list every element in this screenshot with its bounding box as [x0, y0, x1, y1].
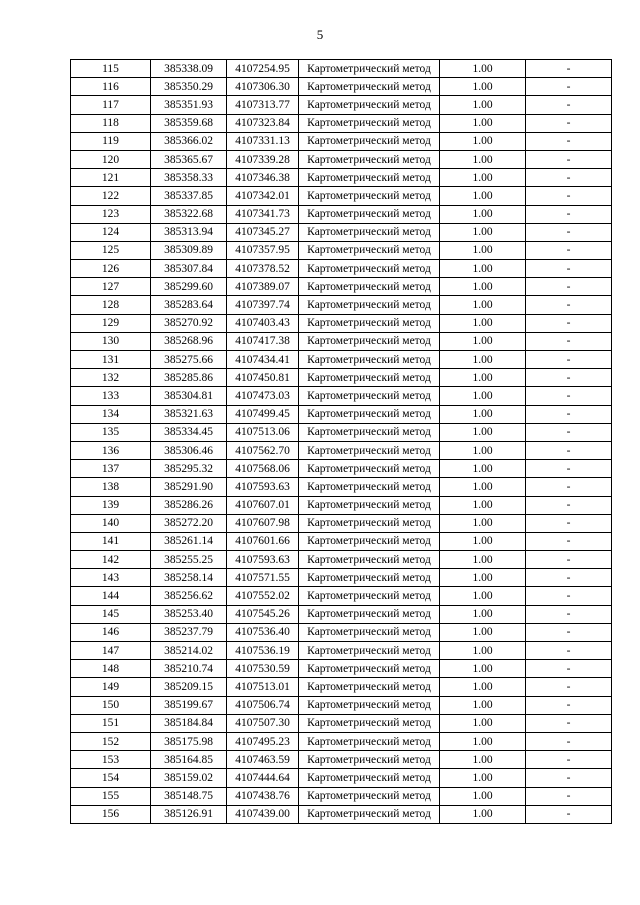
accuracy-cell: 1.00: [440, 223, 526, 241]
point-number-cell: 123: [71, 205, 151, 223]
table-row: [71, 96, 612, 114]
y-coordinate-cell: 4107495.23: [227, 732, 299, 750]
table-row: [71, 423, 612, 441]
point-number-cell: 137: [71, 460, 151, 478]
point-number-cell: 116: [71, 78, 151, 96]
point-number-cell: 119: [71, 132, 151, 150]
x-coordinate-cell: 385286.26: [151, 496, 227, 514]
accuracy-cell: 1.00: [440, 187, 526, 205]
accuracy-cell: 1.00: [440, 169, 526, 187]
accuracy-cell: 1.00: [440, 751, 526, 769]
accuracy-cell: 1.00: [440, 805, 526, 823]
accuracy-cell: 1.00: [440, 496, 526, 514]
y-coordinate-cell: 4107444.64: [227, 769, 299, 787]
x-coordinate-cell: 385313.94: [151, 223, 227, 241]
method-cell: Картометрический метод: [299, 187, 440, 205]
y-coordinate-cell: 4107341.73: [227, 205, 299, 223]
point-number-cell: 128: [71, 296, 151, 314]
accuracy-cell: 1.00: [440, 660, 526, 678]
y-coordinate-cell: 4107499.45: [227, 405, 299, 423]
y-coordinate-cell: 4107607.01: [227, 496, 299, 514]
accuracy-cell: 1.00: [440, 714, 526, 732]
table-row: [71, 205, 612, 223]
point-number-cell: 117: [71, 96, 151, 114]
x-coordinate-cell: 385283.64: [151, 296, 227, 314]
y-coordinate-cell: 4107513.01: [227, 678, 299, 696]
method-cell: Картометрический метод: [299, 351, 440, 369]
description-cell: -: [526, 496, 612, 514]
description-cell: -: [526, 150, 612, 168]
y-coordinate-cell: 4107450.81: [227, 369, 299, 387]
table-row: [71, 150, 612, 168]
point-number-cell: 140: [71, 514, 151, 532]
y-coordinate-cell: 4107601.66: [227, 532, 299, 550]
description-cell: -: [526, 278, 612, 296]
point-number-cell: 143: [71, 569, 151, 587]
description-cell: -: [526, 260, 612, 278]
table-row: [71, 769, 612, 787]
accuracy-cell: 1.00: [440, 423, 526, 441]
table-row: [71, 514, 612, 532]
table-row: [71, 696, 612, 714]
y-coordinate-cell: 4107530.59: [227, 660, 299, 678]
method-cell: Картометрический метод: [299, 169, 440, 187]
description-cell: -: [526, 96, 612, 114]
description-cell: -: [526, 660, 612, 678]
method-cell: Картометрический метод: [299, 805, 440, 823]
method-cell: Картометрический метод: [299, 769, 440, 787]
point-number-cell: 149: [71, 678, 151, 696]
description-cell: -: [526, 787, 612, 805]
description-cell: -: [526, 114, 612, 132]
table-row: [71, 751, 612, 769]
accuracy-cell: 1.00: [440, 623, 526, 641]
description-cell: -: [526, 405, 612, 423]
x-coordinate-cell: 385365.67: [151, 150, 227, 168]
point-number-cell: 130: [71, 332, 151, 350]
x-coordinate-cell: 385255.25: [151, 551, 227, 569]
x-coordinate-cell: 385295.32: [151, 460, 227, 478]
x-coordinate-cell: 385306.46: [151, 441, 227, 459]
method-cell: Картометрический метод: [299, 60, 440, 78]
y-coordinate-cell: 4107463.59: [227, 751, 299, 769]
table-row: [71, 732, 612, 750]
x-coordinate-cell: 385256.62: [151, 587, 227, 605]
x-coordinate-cell: 385175.98: [151, 732, 227, 750]
accuracy-cell: 1.00: [440, 769, 526, 787]
point-number-cell: 133: [71, 387, 151, 405]
table-row: [71, 369, 612, 387]
accuracy-cell: 1.00: [440, 587, 526, 605]
point-number-cell: 144: [71, 587, 151, 605]
table-row: [71, 678, 612, 696]
x-coordinate-cell: 385159.02: [151, 769, 227, 787]
description-cell: -: [526, 351, 612, 369]
accuracy-cell: 1.00: [440, 332, 526, 350]
method-cell: Картометрический метод: [299, 551, 440, 569]
description-cell: -: [526, 605, 612, 623]
table-row: [71, 805, 612, 823]
method-cell: Картометрический метод: [299, 569, 440, 587]
method-cell: Картометрический метод: [299, 278, 440, 296]
point-number-cell: 147: [71, 642, 151, 660]
y-coordinate-cell: 4107536.40: [227, 623, 299, 641]
table-row: [71, 351, 612, 369]
table-row: [71, 114, 612, 132]
description-cell: -: [526, 205, 612, 223]
x-coordinate-cell: 385359.68: [151, 114, 227, 132]
table-row: [71, 314, 612, 332]
point-number-cell: 125: [71, 241, 151, 259]
method-cell: Картометрический метод: [299, 96, 440, 114]
method-cell: Картометрический метод: [299, 132, 440, 150]
table-row: [71, 332, 612, 350]
description-cell: -: [526, 441, 612, 459]
point-number-cell: 126: [71, 260, 151, 278]
point-number-cell: 138: [71, 478, 151, 496]
accuracy-cell: 1.00: [440, 696, 526, 714]
y-coordinate-cell: 4107346.38: [227, 169, 299, 187]
accuracy-cell: 1.00: [440, 569, 526, 587]
point-number-cell: 118: [71, 114, 151, 132]
x-coordinate-cell: 385275.66: [151, 351, 227, 369]
accuracy-cell: 1.00: [440, 787, 526, 805]
table-row: [71, 532, 612, 550]
method-cell: Картометрический метод: [299, 787, 440, 805]
method-cell: Картометрический метод: [299, 532, 440, 550]
method-cell: Картометрический метод: [299, 623, 440, 641]
method-cell: Картометрический метод: [299, 587, 440, 605]
method-cell: Картометрический метод: [299, 496, 440, 514]
method-cell: Картометрический метод: [299, 660, 440, 678]
method-cell: Картометрический метод: [299, 605, 440, 623]
x-coordinate-cell: 385285.86: [151, 369, 227, 387]
y-coordinate-cell: 4107562.70: [227, 441, 299, 459]
accuracy-cell: 1.00: [440, 96, 526, 114]
accuracy-cell: 1.00: [440, 351, 526, 369]
accuracy-cell: 1.00: [440, 114, 526, 132]
x-coordinate-cell: 385209.15: [151, 678, 227, 696]
x-coordinate-cell: 385253.40: [151, 605, 227, 623]
x-coordinate-cell: 385270.92: [151, 314, 227, 332]
point-number-cell: 141: [71, 532, 151, 550]
accuracy-cell: 1.00: [440, 532, 526, 550]
x-coordinate-cell: 385334.45: [151, 423, 227, 441]
table-row: [71, 642, 612, 660]
table-row: [71, 660, 612, 678]
accuracy-cell: 1.00: [440, 60, 526, 78]
method-cell: Картометрический метод: [299, 314, 440, 332]
description-cell: -: [526, 623, 612, 641]
description-cell: -: [526, 569, 612, 587]
y-coordinate-cell: 4107506.74: [227, 696, 299, 714]
method-cell: Картометрический метод: [299, 460, 440, 478]
method-cell: Картометрический метод: [299, 441, 440, 459]
table-row: [71, 260, 612, 278]
description-cell: -: [526, 296, 612, 314]
accuracy-cell: 1.00: [440, 405, 526, 423]
point-number-cell: 151: [71, 714, 151, 732]
accuracy-cell: 1.00: [440, 460, 526, 478]
description-cell: -: [526, 478, 612, 496]
x-coordinate-cell: 385309.89: [151, 241, 227, 259]
method-cell: Картометрический метод: [299, 696, 440, 714]
accuracy-cell: 1.00: [440, 551, 526, 569]
table-row: [71, 569, 612, 587]
y-coordinate-cell: 4107331.13: [227, 132, 299, 150]
description-cell: -: [526, 78, 612, 96]
method-cell: Картометрический метод: [299, 387, 440, 405]
accuracy-cell: 1.00: [440, 478, 526, 496]
point-number-cell: 120: [71, 150, 151, 168]
y-coordinate-cell: 4107536.19: [227, 642, 299, 660]
x-coordinate-cell: 385366.02: [151, 132, 227, 150]
description-cell: -: [526, 60, 612, 78]
description-cell: -: [526, 696, 612, 714]
y-coordinate-cell: 4107345.27: [227, 223, 299, 241]
table-row: [71, 496, 612, 514]
y-coordinate-cell: 4107313.77: [227, 96, 299, 114]
page-number: 5: [316, 27, 324, 42]
x-coordinate-cell: 385351.93: [151, 96, 227, 114]
point-number-cell: 136: [71, 441, 151, 459]
accuracy-cell: 1.00: [440, 441, 526, 459]
description-cell: -: [526, 460, 612, 478]
description-cell: -: [526, 332, 612, 350]
point-number-cell: 139: [71, 496, 151, 514]
y-coordinate-cell: 4107507.30: [227, 714, 299, 732]
description-cell: -: [526, 642, 612, 660]
table-row: [71, 478, 612, 496]
accuracy-cell: 1.00: [440, 314, 526, 332]
table-row: [71, 460, 612, 478]
method-cell: Картометрический метод: [299, 478, 440, 496]
table-row: [71, 60, 612, 78]
x-coordinate-cell: 385321.63: [151, 405, 227, 423]
method-cell: Картометрический метод: [299, 642, 440, 660]
method-cell: Картометрический метод: [299, 78, 440, 96]
y-coordinate-cell: 4107254.95: [227, 60, 299, 78]
y-coordinate-cell: 4107568.06: [227, 460, 299, 478]
y-coordinate-cell: 4107552.02: [227, 587, 299, 605]
table-row: [71, 587, 612, 605]
description-cell: -: [526, 187, 612, 205]
description-cell: -: [526, 805, 612, 823]
y-coordinate-cell: 4107513.06: [227, 423, 299, 441]
method-cell: Картометрический метод: [299, 423, 440, 441]
method-cell: Картометрический метод: [299, 241, 440, 259]
point-number-cell: 156: [71, 805, 151, 823]
x-coordinate-cell: 385337.85: [151, 187, 227, 205]
method-cell: Картометрический метод: [299, 332, 440, 350]
y-coordinate-cell: 4107397.74: [227, 296, 299, 314]
point-number-cell: 155: [71, 787, 151, 805]
table-row: [71, 296, 612, 314]
y-coordinate-cell: 4107417.38: [227, 332, 299, 350]
x-coordinate-cell: 385126.91: [151, 805, 227, 823]
x-coordinate-cell: 385237.79: [151, 623, 227, 641]
coordinates-table: [70, 59, 612, 824]
table-row: [71, 441, 612, 459]
table-row: [71, 132, 612, 150]
y-coordinate-cell: 4107389.07: [227, 278, 299, 296]
x-coordinate-cell: 385358.33: [151, 169, 227, 187]
table-row: [71, 278, 612, 296]
method-cell: Картометрический метод: [299, 369, 440, 387]
table-row: [71, 78, 612, 96]
point-number-cell: 122: [71, 187, 151, 205]
x-coordinate-cell: 385322.68: [151, 205, 227, 223]
accuracy-cell: 1.00: [440, 260, 526, 278]
point-number-cell: 127: [71, 278, 151, 296]
accuracy-cell: 1.00: [440, 605, 526, 623]
x-coordinate-cell: 385299.60: [151, 278, 227, 296]
point-number-cell: 150: [71, 696, 151, 714]
point-number-cell: 148: [71, 660, 151, 678]
description-cell: -: [526, 514, 612, 532]
method-cell: Картометрический метод: [299, 405, 440, 423]
description-cell: -: [526, 751, 612, 769]
y-coordinate-cell: 4107473.03: [227, 387, 299, 405]
y-coordinate-cell: 4107342.01: [227, 187, 299, 205]
point-number-cell: 121: [71, 169, 151, 187]
description-cell: -: [526, 169, 612, 187]
table-row: [71, 714, 612, 732]
point-number-cell: 146: [71, 623, 151, 641]
description-cell: -: [526, 369, 612, 387]
y-coordinate-cell: 4107593.63: [227, 478, 299, 496]
point-number-cell: 134: [71, 405, 151, 423]
x-coordinate-cell: 385307.84: [151, 260, 227, 278]
point-number-cell: 152: [71, 732, 151, 750]
y-coordinate-cell: 4107339.28: [227, 150, 299, 168]
x-coordinate-cell: 385199.67: [151, 696, 227, 714]
point-number-cell: 124: [71, 223, 151, 241]
method-cell: Картометрический метод: [299, 260, 440, 278]
point-number-cell: 135: [71, 423, 151, 441]
description-cell: -: [526, 532, 612, 550]
method-cell: Картометрический метод: [299, 678, 440, 696]
point-number-cell: 145: [71, 605, 151, 623]
coordinates-table-body: [71, 60, 612, 824]
accuracy-cell: 1.00: [440, 150, 526, 168]
x-coordinate-cell: 385291.90: [151, 478, 227, 496]
method-cell: Картометрический метод: [299, 296, 440, 314]
x-coordinate-cell: 385164.85: [151, 751, 227, 769]
method-cell: Картометрический метод: [299, 732, 440, 750]
description-cell: -: [526, 769, 612, 787]
y-coordinate-cell: 4107403.43: [227, 314, 299, 332]
x-coordinate-cell: 385261.14: [151, 532, 227, 550]
accuracy-cell: 1.00: [440, 132, 526, 150]
y-coordinate-cell: 4107323.84: [227, 114, 299, 132]
table-row: [71, 387, 612, 405]
accuracy-cell: 1.00: [440, 642, 526, 660]
table-row: [71, 187, 612, 205]
y-coordinate-cell: 4107593.63: [227, 551, 299, 569]
description-cell: -: [526, 314, 612, 332]
accuracy-cell: 1.00: [440, 369, 526, 387]
x-coordinate-cell: 385338.09: [151, 60, 227, 78]
point-number-cell: 153: [71, 751, 151, 769]
y-coordinate-cell: 4107378.52: [227, 260, 299, 278]
point-number-cell: 154: [71, 769, 151, 787]
point-number-cell: 115: [71, 60, 151, 78]
y-coordinate-cell: 4107545.26: [227, 605, 299, 623]
accuracy-cell: 1.00: [440, 205, 526, 223]
accuracy-cell: 1.00: [440, 732, 526, 750]
x-coordinate-cell: 385148.75: [151, 787, 227, 805]
y-coordinate-cell: 4107306.30: [227, 78, 299, 96]
accuracy-cell: 1.00: [440, 678, 526, 696]
description-cell: -: [526, 714, 612, 732]
x-coordinate-cell: 385272.20: [151, 514, 227, 532]
y-coordinate-cell: 4107607.98: [227, 514, 299, 532]
accuracy-cell: 1.00: [440, 296, 526, 314]
accuracy-cell: 1.00: [440, 241, 526, 259]
table-row: [71, 605, 612, 623]
description-cell: -: [526, 387, 612, 405]
y-coordinate-cell: 4107439.00: [227, 805, 299, 823]
x-coordinate-cell: 385214.02: [151, 642, 227, 660]
y-coordinate-cell: 4107571.55: [227, 569, 299, 587]
y-coordinate-cell: 4107434.41: [227, 351, 299, 369]
method-cell: Картометрический метод: [299, 150, 440, 168]
description-cell: -: [526, 551, 612, 569]
accuracy-cell: 1.00: [440, 78, 526, 96]
x-coordinate-cell: 385258.14: [151, 569, 227, 587]
method-cell: Картометрический метод: [299, 514, 440, 532]
point-number-cell: 129: [71, 314, 151, 332]
accuracy-cell: 1.00: [440, 387, 526, 405]
table-row: [71, 223, 612, 241]
point-number-cell: 132: [71, 369, 151, 387]
point-number-cell: 142: [71, 551, 151, 569]
x-coordinate-cell: 385184.84: [151, 714, 227, 732]
x-coordinate-cell: 385304.81: [151, 387, 227, 405]
accuracy-cell: 1.00: [440, 514, 526, 532]
method-cell: Картометрический метод: [299, 205, 440, 223]
table-row: [71, 169, 612, 187]
y-coordinate-cell: 4107438.76: [227, 787, 299, 805]
table-row: [71, 241, 612, 259]
accuracy-cell: 1.00: [440, 278, 526, 296]
description-cell: -: [526, 423, 612, 441]
description-cell: -: [526, 587, 612, 605]
description-cell: -: [526, 732, 612, 750]
description-cell: -: [526, 132, 612, 150]
method-cell: Картометрический метод: [299, 714, 440, 732]
point-number-cell: 131: [71, 351, 151, 369]
x-coordinate-cell: 385210.74: [151, 660, 227, 678]
table-row: [71, 787, 612, 805]
description-cell: -: [526, 223, 612, 241]
x-coordinate-cell: 385268.96: [151, 332, 227, 350]
method-cell: Картометрический метод: [299, 114, 440, 132]
table-row: [71, 551, 612, 569]
y-coordinate-cell: 4107357.95: [227, 241, 299, 259]
description-cell: -: [526, 241, 612, 259]
table-row: [71, 405, 612, 423]
x-coordinate-cell: 385350.29: [151, 78, 227, 96]
table-row: [71, 623, 612, 641]
method-cell: Картометрический метод: [299, 223, 440, 241]
method-cell: Картометрический метод: [299, 751, 440, 769]
description-cell: -: [526, 678, 612, 696]
